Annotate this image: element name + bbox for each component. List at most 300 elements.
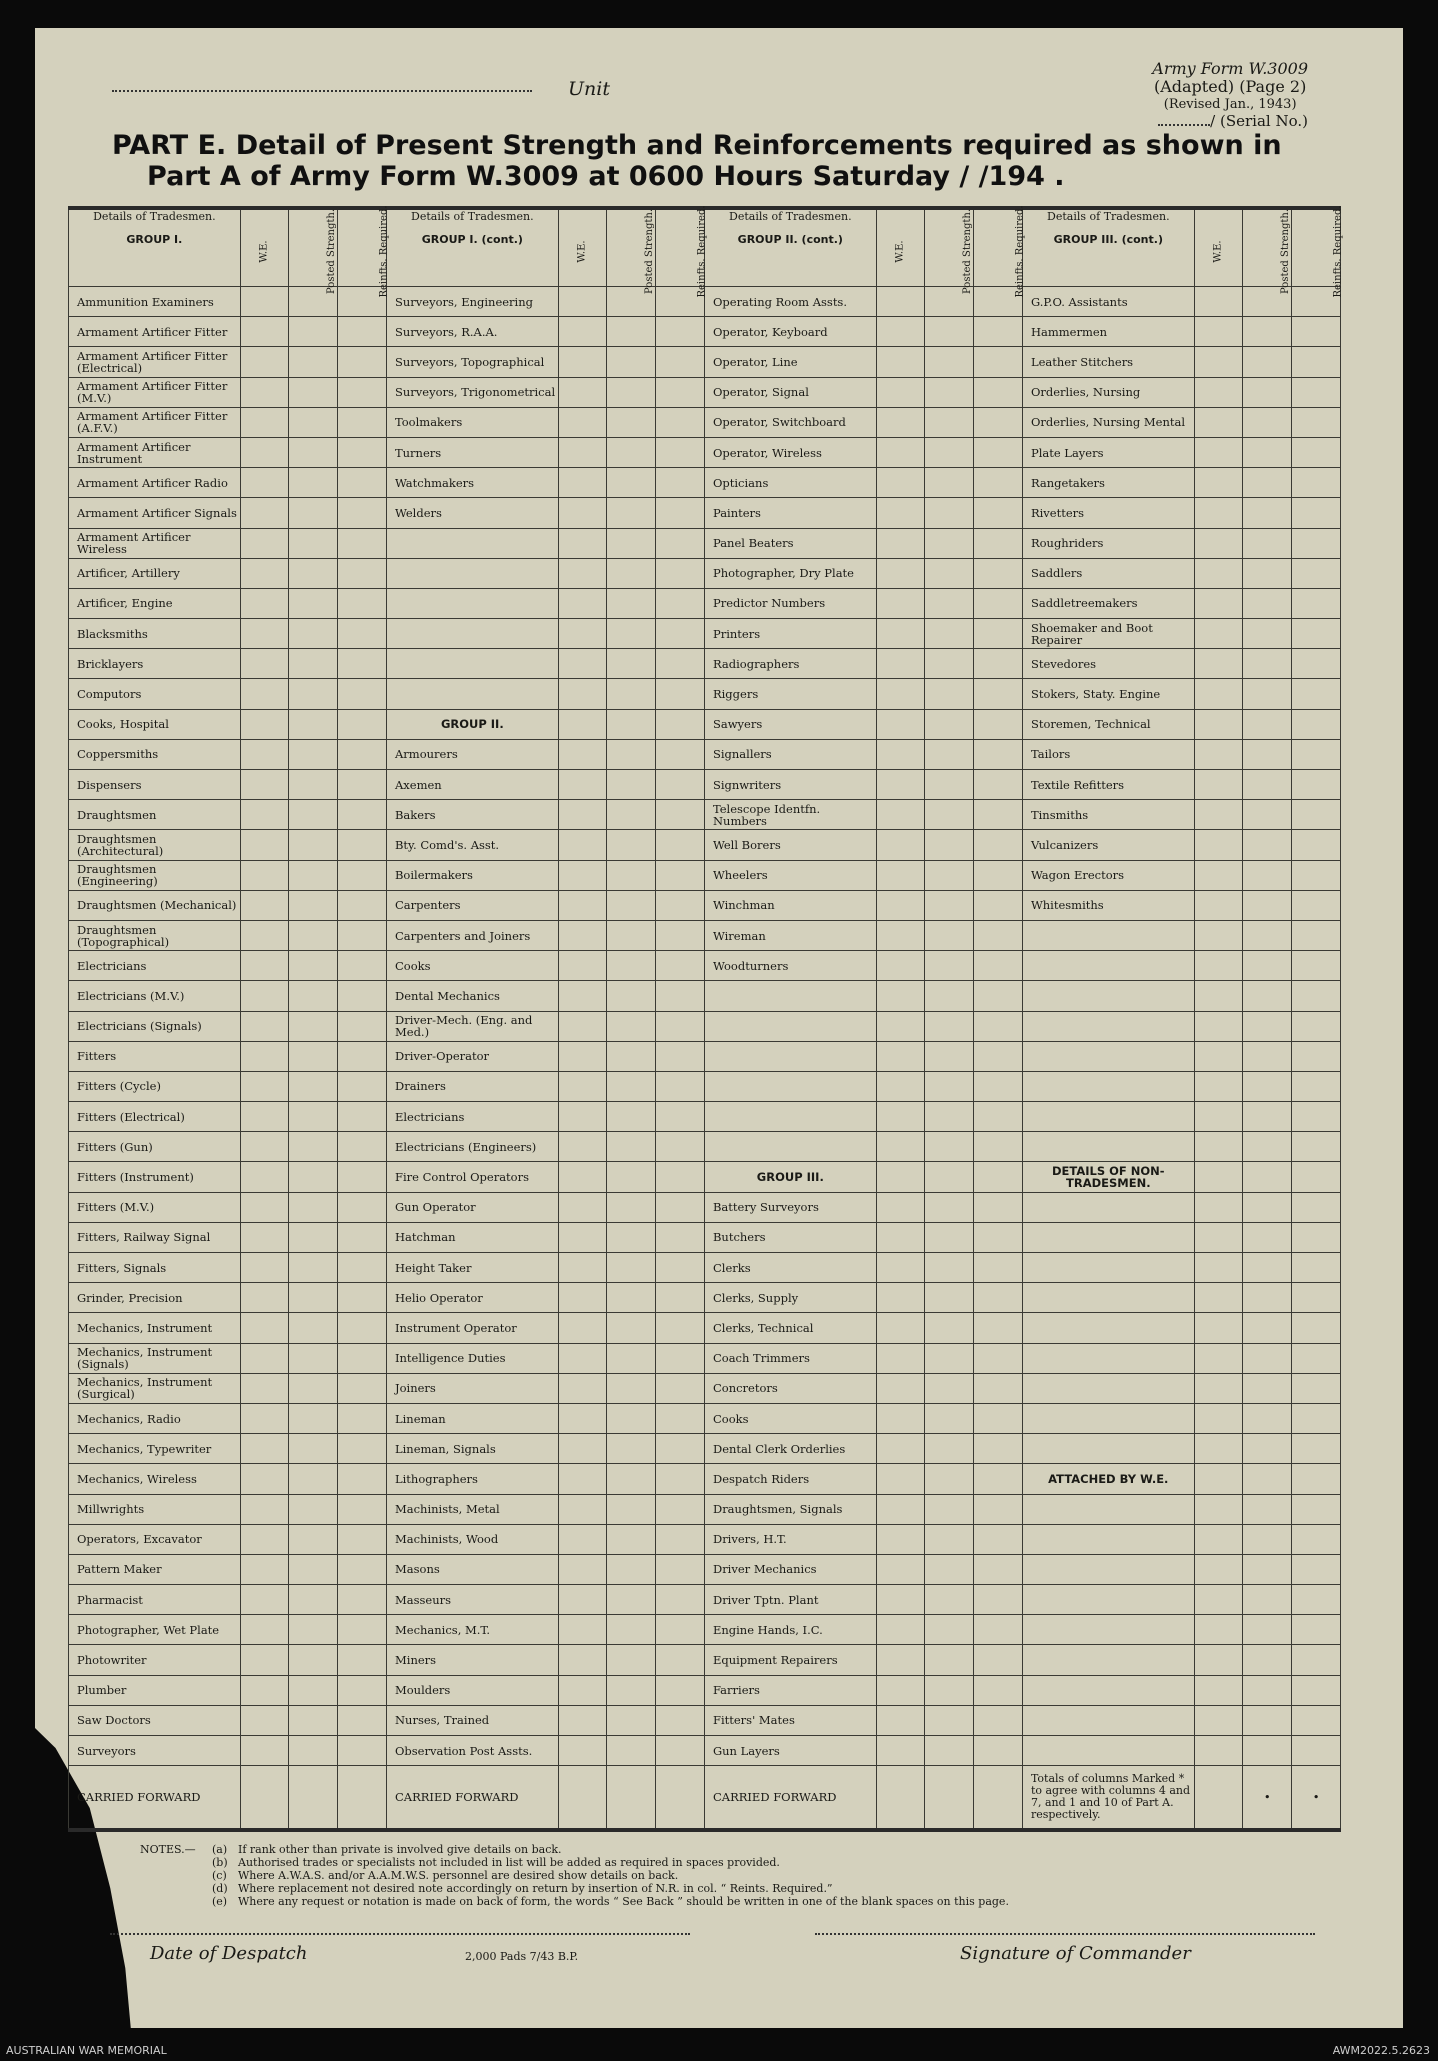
reinfts-cell[interactable] xyxy=(974,407,1023,437)
posted-cell[interactable] xyxy=(289,739,338,769)
posted-cell[interactable] xyxy=(1243,498,1292,528)
posted-cell[interactable] xyxy=(925,800,974,830)
we-cell[interactable] xyxy=(240,1192,289,1222)
posted-cell[interactable] xyxy=(289,649,338,679)
reinfts-cell[interactable] xyxy=(974,498,1023,528)
reinfts-cell[interactable] xyxy=(656,800,705,830)
we-cell[interactable] xyxy=(876,679,925,709)
reinfts-cell[interactable] xyxy=(1292,1615,1341,1645)
we-cell[interactable] xyxy=(558,739,607,769)
we-cell[interactable] xyxy=(876,1645,925,1675)
reinfts-cell[interactable] xyxy=(1292,920,1341,950)
posted-cell[interactable] xyxy=(1243,528,1292,558)
posted-cell[interactable] xyxy=(289,1192,338,1222)
reinfts-cell[interactable] xyxy=(1292,981,1341,1011)
posted-cell[interactable] xyxy=(607,1283,656,1313)
we-cell[interactable] xyxy=(240,1041,289,1071)
reinfts-cell[interactable] xyxy=(338,1132,387,1162)
reinfts-cell[interactable] xyxy=(974,1554,1023,1584)
we-cell[interactable] xyxy=(558,1313,607,1343)
reinfts-cell[interactable] xyxy=(974,1132,1023,1162)
reinfts-cell[interactable] xyxy=(656,1524,705,1554)
posted-cell[interactable] xyxy=(925,1071,974,1101)
posted-cell[interactable] xyxy=(1243,1554,1292,1584)
reinfts-cell[interactable] xyxy=(1292,800,1341,830)
we-cell[interactable] xyxy=(1194,1736,1243,1766)
posted-cell[interactable] xyxy=(289,1615,338,1645)
reinfts-cell[interactable] xyxy=(338,1102,387,1132)
we-cell[interactable] xyxy=(558,1554,607,1584)
reinfts-cell[interactable] xyxy=(974,1464,1023,1494)
posted-cell[interactable] xyxy=(289,619,338,649)
posted-cell[interactable] xyxy=(289,679,338,709)
posted-cell[interactable] xyxy=(289,1464,338,1494)
posted-cell[interactable] xyxy=(289,1705,338,1735)
reinfts-cell[interactable] xyxy=(338,1494,387,1524)
posted-cell[interactable] xyxy=(925,1011,974,1041)
reinfts-cell[interactable] xyxy=(1292,588,1341,618)
reinfts-cell[interactable] xyxy=(974,377,1023,407)
reinfts-cell[interactable] xyxy=(974,1192,1023,1222)
we-cell[interactable] xyxy=(876,981,925,1011)
we-total-cell[interactable] xyxy=(1194,1766,1243,1831)
posted-cell[interactable] xyxy=(1243,1343,1292,1373)
reinfts-cell[interactable] xyxy=(656,498,705,528)
reinfts-cell[interactable] xyxy=(338,1071,387,1101)
we-cell[interactable] xyxy=(558,1222,607,1252)
posted-cell[interactable] xyxy=(289,709,338,739)
we-cell[interactable] xyxy=(1194,890,1243,920)
posted-cell[interactable] xyxy=(289,830,338,860)
reinfts-cell[interactable] xyxy=(338,1011,387,1041)
reinfts-cell[interactable] xyxy=(656,407,705,437)
posted-cell[interactable] xyxy=(289,800,338,830)
posted-total-cell[interactable]: • xyxy=(1243,1766,1292,1831)
we-cell[interactable] xyxy=(240,830,289,860)
posted-cell[interactable] xyxy=(607,468,656,498)
posted-cell[interactable] xyxy=(289,528,338,558)
reinfts-cell[interactable] xyxy=(656,1253,705,1283)
reinfts-cell[interactable] xyxy=(974,1736,1023,1766)
we-cell[interactable] xyxy=(240,1343,289,1373)
posted-cell[interactable] xyxy=(289,1041,338,1071)
posted-cell[interactable] xyxy=(607,619,656,649)
posted-cell[interactable] xyxy=(289,770,338,800)
reinfts-cell[interactable] xyxy=(974,739,1023,769)
we-cell[interactable] xyxy=(558,649,607,679)
reinfts-cell[interactable] xyxy=(656,709,705,739)
we-cell[interactable] xyxy=(240,709,289,739)
reinfts-cell[interactable] xyxy=(656,347,705,377)
posted-cell[interactable] xyxy=(607,739,656,769)
we-cell[interactable] xyxy=(876,770,925,800)
we-cell[interactable] xyxy=(240,558,289,588)
reinfts-cell[interactable] xyxy=(656,920,705,950)
reinfts-cell[interactable] xyxy=(656,1705,705,1735)
reinfts-cell[interactable] xyxy=(1292,1645,1341,1675)
we-cell[interactable] xyxy=(1194,377,1243,407)
we-cell[interactable] xyxy=(240,1162,289,1192)
posted-cell[interactable] xyxy=(607,1162,656,1192)
we-cell[interactable] xyxy=(1194,528,1243,558)
we-cell[interactable] xyxy=(1194,1192,1243,1222)
we-cell[interactable] xyxy=(1194,407,1243,437)
reinfts-cell[interactable] xyxy=(974,1343,1023,1373)
posted-cell[interactable] xyxy=(1243,739,1292,769)
we-cell[interactable] xyxy=(558,951,607,981)
posted-cell[interactable] xyxy=(925,407,974,437)
posted-cell[interactable] xyxy=(1243,1373,1292,1403)
posted-cell[interactable] xyxy=(925,1736,974,1766)
posted-cell[interactable] xyxy=(1243,1464,1292,1494)
reinfts-cell[interactable] xyxy=(338,770,387,800)
posted-cell[interactable] xyxy=(1243,1102,1292,1132)
we-cell[interactable] xyxy=(876,317,925,347)
we-cell[interactable] xyxy=(240,1132,289,1162)
we-cell[interactable] xyxy=(876,1313,925,1343)
posted-cell[interactable] xyxy=(289,1524,338,1554)
posted-cell[interactable] xyxy=(1243,709,1292,739)
posted-cell[interactable] xyxy=(289,1403,338,1433)
posted-cell[interactable] xyxy=(1243,981,1292,1011)
we-cell[interactable] xyxy=(558,407,607,437)
we-cell[interactable] xyxy=(558,800,607,830)
posted-cell[interactable] xyxy=(1243,377,1292,407)
reinfts-cell[interactable] xyxy=(338,890,387,920)
we-cell[interactable] xyxy=(876,1222,925,1252)
we-cell[interactable] xyxy=(876,287,925,317)
posted-cell[interactable] xyxy=(289,1736,338,1766)
posted-cell[interactable] xyxy=(607,1645,656,1675)
posted-cell[interactable] xyxy=(289,1253,338,1283)
we-cell[interactable] xyxy=(1194,558,1243,588)
posted-cell[interactable] xyxy=(607,1403,656,1433)
we-cell[interactable] xyxy=(240,890,289,920)
reinfts-cell[interactable] xyxy=(1292,407,1341,437)
we-cell[interactable] xyxy=(1194,1705,1243,1735)
we-cell[interactable] xyxy=(558,860,607,890)
reinfts-cell[interactable] xyxy=(1292,1554,1341,1584)
posted-cell[interactable] xyxy=(607,1675,656,1705)
reinfts-cell[interactable] xyxy=(974,1585,1023,1615)
we-cell[interactable] xyxy=(240,1373,289,1403)
reinfts-cell[interactable] xyxy=(1292,347,1341,377)
reinfts-cell[interactable] xyxy=(656,1585,705,1615)
posted-cell[interactable] xyxy=(925,951,974,981)
we-cell[interactable] xyxy=(876,1675,925,1705)
reinfts-cell[interactable] xyxy=(974,1494,1023,1524)
posted-cell[interactable] xyxy=(1243,1162,1292,1192)
we-cell[interactable] xyxy=(1194,619,1243,649)
posted-cell[interactable] xyxy=(925,1313,974,1343)
posted-cell[interactable] xyxy=(1243,1705,1292,1735)
we-cell[interactable] xyxy=(876,1615,925,1645)
posted-cell[interactable] xyxy=(1243,800,1292,830)
we-cell[interactable] xyxy=(558,377,607,407)
posted-cell[interactable] xyxy=(1243,1071,1292,1101)
we-cell[interactable] xyxy=(558,1011,607,1041)
we-cell[interactable] xyxy=(876,709,925,739)
posted-cell[interactable] xyxy=(289,860,338,890)
we-cell[interactable] xyxy=(876,588,925,618)
posted-cell[interactable] xyxy=(925,981,974,1011)
posted-cell[interactable] xyxy=(1243,347,1292,377)
we-cell[interactable] xyxy=(558,558,607,588)
reinfts-cell[interactable] xyxy=(1292,679,1341,709)
posted-cell[interactable] xyxy=(925,377,974,407)
reinfts-cell[interactable] xyxy=(1292,1403,1341,1433)
we-cell[interactable] xyxy=(558,1162,607,1192)
reinfts-cell[interactable] xyxy=(338,1554,387,1584)
posted-cell[interactable] xyxy=(925,1102,974,1132)
reinfts-cell[interactable] xyxy=(656,679,705,709)
we-cell[interactable] xyxy=(558,1736,607,1766)
reinfts-cell[interactable] xyxy=(1292,1585,1341,1615)
we-cell[interactable] xyxy=(240,770,289,800)
reinfts-cell[interactable] xyxy=(656,1434,705,1464)
we-cell[interactable] xyxy=(240,377,289,407)
we-cell[interactable] xyxy=(240,588,289,618)
posted-cell[interactable] xyxy=(925,437,974,467)
posted-cell[interactable] xyxy=(289,890,338,920)
reinfts-cell[interactable] xyxy=(656,981,705,1011)
posted-cell[interactable] xyxy=(925,1434,974,1464)
reinfts-cell[interactable] xyxy=(656,860,705,890)
we-total-cell[interactable] xyxy=(558,1766,607,1831)
posted-cell[interactable] xyxy=(925,528,974,558)
we-cell[interactable] xyxy=(876,1403,925,1433)
posted-cell[interactable] xyxy=(1243,1283,1292,1313)
reinfts-cell[interactable] xyxy=(1292,468,1341,498)
posted-cell[interactable] xyxy=(1243,407,1292,437)
reinfts-cell[interactable] xyxy=(656,317,705,347)
we-cell[interactable] xyxy=(558,619,607,649)
we-cell[interactable] xyxy=(876,800,925,830)
reinfts-cell[interactable] xyxy=(974,347,1023,377)
we-cell[interactable] xyxy=(240,1403,289,1433)
we-cell[interactable] xyxy=(558,1434,607,1464)
reinfts-cell[interactable] xyxy=(656,1313,705,1343)
posted-cell[interactable] xyxy=(289,468,338,498)
we-cell[interactable] xyxy=(876,1011,925,1041)
reinfts-cell[interactable] xyxy=(1292,377,1341,407)
reinfts-cell[interactable] xyxy=(338,951,387,981)
reinfts-cell[interactable] xyxy=(974,588,1023,618)
reinfts-cell[interactable] xyxy=(656,1554,705,1584)
we-cell[interactable] xyxy=(558,317,607,347)
we-cell[interactable] xyxy=(240,739,289,769)
posted-cell[interactable] xyxy=(1243,1222,1292,1252)
we-cell[interactable] xyxy=(876,1162,925,1192)
we-cell[interactable] xyxy=(240,1071,289,1101)
posted-cell[interactable] xyxy=(1243,1434,1292,1464)
posted-cell[interactable] xyxy=(925,1403,974,1433)
we-cell[interactable] xyxy=(558,709,607,739)
reinfts-cell[interactable] xyxy=(338,437,387,467)
posted-cell[interactable] xyxy=(1243,1524,1292,1554)
reinfts-cell[interactable] xyxy=(338,1162,387,1192)
reinfts-cell[interactable] xyxy=(974,770,1023,800)
posted-cell[interactable] xyxy=(289,377,338,407)
we-cell[interactable] xyxy=(876,830,925,860)
reinfts-cell[interactable] xyxy=(974,468,1023,498)
posted-cell[interactable] xyxy=(925,1494,974,1524)
we-cell[interactable] xyxy=(240,920,289,950)
reinfts-cell[interactable] xyxy=(1292,1494,1341,1524)
we-cell[interactable] xyxy=(558,830,607,860)
reinfts-cell[interactable] xyxy=(656,1403,705,1433)
posted-cell[interactable] xyxy=(1243,1675,1292,1705)
posted-cell[interactable] xyxy=(1243,619,1292,649)
posted-cell[interactable] xyxy=(925,920,974,950)
reinfts-cell[interactable] xyxy=(338,1736,387,1766)
reinfts-cell[interactable] xyxy=(1292,709,1341,739)
posted-cell[interactable] xyxy=(925,1192,974,1222)
posted-cell[interactable] xyxy=(607,1736,656,1766)
we-cell[interactable] xyxy=(876,1283,925,1313)
reinfts-cell[interactable] xyxy=(1292,1524,1341,1554)
posted-cell[interactable] xyxy=(925,1585,974,1615)
posted-cell[interactable] xyxy=(289,1554,338,1584)
posted-cell[interactable] xyxy=(607,709,656,739)
reinfts-cell[interactable] xyxy=(338,1343,387,1373)
we-cell[interactable] xyxy=(240,1705,289,1735)
we-cell[interactable] xyxy=(876,1373,925,1403)
reinfts-cell[interactable] xyxy=(1292,890,1341,920)
we-cell[interactable] xyxy=(240,1494,289,1524)
reinfts-cell[interactable] xyxy=(974,1071,1023,1101)
reinfts-cell[interactable] xyxy=(656,1373,705,1403)
reinfts-cell[interactable] xyxy=(1292,1283,1341,1313)
posted-cell[interactable] xyxy=(1243,1585,1292,1615)
posted-cell[interactable] xyxy=(925,1343,974,1373)
reinfts-cell[interactable] xyxy=(1292,770,1341,800)
reinfts-cell[interactable] xyxy=(338,1192,387,1222)
we-cell[interactable] xyxy=(876,1736,925,1766)
reinfts-cell[interactable] xyxy=(338,1313,387,1343)
we-cell[interactable] xyxy=(558,437,607,467)
commander-signature-field[interactable] xyxy=(815,1933,1315,1935)
posted-cell[interactable] xyxy=(607,981,656,1011)
posted-cell[interactable] xyxy=(1243,951,1292,981)
we-cell[interactable] xyxy=(1194,317,1243,347)
posted-cell[interactable] xyxy=(925,1464,974,1494)
reinfts-cell[interactable] xyxy=(1292,1675,1341,1705)
we-cell[interactable] xyxy=(1194,1645,1243,1675)
we-cell[interactable] xyxy=(558,1192,607,1222)
reinfts-cell[interactable] xyxy=(974,890,1023,920)
reinfts-cell[interactable] xyxy=(656,1645,705,1675)
we-cell[interactable] xyxy=(876,407,925,437)
reinfts-cell[interactable] xyxy=(338,1434,387,1464)
we-cell[interactable] xyxy=(1194,679,1243,709)
posted-cell[interactable] xyxy=(289,1102,338,1132)
reinfts-cell[interactable] xyxy=(1292,860,1341,890)
posted-cell[interactable] xyxy=(1243,558,1292,588)
we-cell[interactable] xyxy=(240,437,289,467)
we-cell[interactable] xyxy=(1194,1343,1243,1373)
reinfts-cell[interactable] xyxy=(656,1071,705,1101)
posted-cell[interactable] xyxy=(607,1253,656,1283)
posted-cell[interactable] xyxy=(289,1132,338,1162)
posted-cell[interactable] xyxy=(289,1494,338,1524)
reinfts-cell[interactable] xyxy=(656,437,705,467)
we-cell[interactable] xyxy=(240,528,289,558)
we-cell[interactable] xyxy=(876,1343,925,1373)
reinfts-cell[interactable] xyxy=(338,679,387,709)
posted-cell[interactable] xyxy=(925,1705,974,1735)
posted-cell[interactable] xyxy=(607,558,656,588)
we-cell[interactable] xyxy=(240,649,289,679)
we-cell[interactable] xyxy=(558,890,607,920)
reinfts-cell[interactable] xyxy=(656,588,705,618)
we-cell[interactable] xyxy=(1194,649,1243,679)
we-cell[interactable] xyxy=(1194,1102,1243,1132)
posted-cell[interactable] xyxy=(607,377,656,407)
we-cell[interactable] xyxy=(1194,1071,1243,1101)
we-cell[interactable] xyxy=(558,1041,607,1071)
reinfts-cell[interactable] xyxy=(1292,558,1341,588)
reinfts-cell[interactable] xyxy=(338,558,387,588)
we-cell[interactable] xyxy=(1194,1464,1243,1494)
we-cell[interactable] xyxy=(1194,770,1243,800)
reinfts-cell[interactable] xyxy=(974,1403,1023,1433)
posted-cell[interactable] xyxy=(607,1585,656,1615)
reinfts-cell[interactable] xyxy=(974,1222,1023,1252)
posted-cell[interactable] xyxy=(607,1011,656,1041)
posted-cell[interactable] xyxy=(607,649,656,679)
reinfts-cell[interactable] xyxy=(338,800,387,830)
we-cell[interactable] xyxy=(1194,951,1243,981)
we-cell[interactable] xyxy=(240,679,289,709)
posted-cell[interactable] xyxy=(925,317,974,347)
we-cell[interactable] xyxy=(1194,800,1243,830)
we-cell[interactable] xyxy=(876,649,925,679)
posted-cell[interactable] xyxy=(925,1615,974,1645)
posted-cell[interactable] xyxy=(607,1071,656,1101)
posted-cell[interactable] xyxy=(925,1132,974,1162)
posted-cell[interactable] xyxy=(289,317,338,347)
we-cell[interactable] xyxy=(240,1102,289,1132)
posted-cell[interactable] xyxy=(607,920,656,950)
reinfts-cell[interactable] xyxy=(338,347,387,377)
we-cell[interactable] xyxy=(876,619,925,649)
reinfts-total-cell[interactable] xyxy=(338,1766,387,1831)
posted-cell[interactable] xyxy=(1243,679,1292,709)
reinfts-cell[interactable] xyxy=(338,920,387,950)
reinfts-cell[interactable] xyxy=(1292,1132,1341,1162)
we-cell[interactable] xyxy=(1194,468,1243,498)
posted-cell[interactable] xyxy=(925,890,974,920)
posted-cell[interactable] xyxy=(289,981,338,1011)
reinfts-cell[interactable] xyxy=(1292,1313,1341,1343)
reinfts-cell[interactable] xyxy=(1292,830,1341,860)
posted-cell[interactable] xyxy=(925,770,974,800)
reinfts-cell[interactable] xyxy=(974,1615,1023,1645)
reinfts-cell[interactable] xyxy=(656,649,705,679)
posted-cell[interactable] xyxy=(607,1373,656,1403)
posted-cell[interactable] xyxy=(607,317,656,347)
we-cell[interactable] xyxy=(558,287,607,317)
reinfts-cell[interactable] xyxy=(656,1132,705,1162)
reinfts-cell[interactable] xyxy=(656,770,705,800)
posted-cell[interactable] xyxy=(1243,1011,1292,1041)
reinfts-cell[interactable] xyxy=(338,1464,387,1494)
posted-cell[interactable] xyxy=(607,890,656,920)
reinfts-cell[interactable] xyxy=(974,830,1023,860)
posted-total-cell[interactable] xyxy=(925,1766,974,1831)
we-cell[interactable] xyxy=(1194,1554,1243,1584)
